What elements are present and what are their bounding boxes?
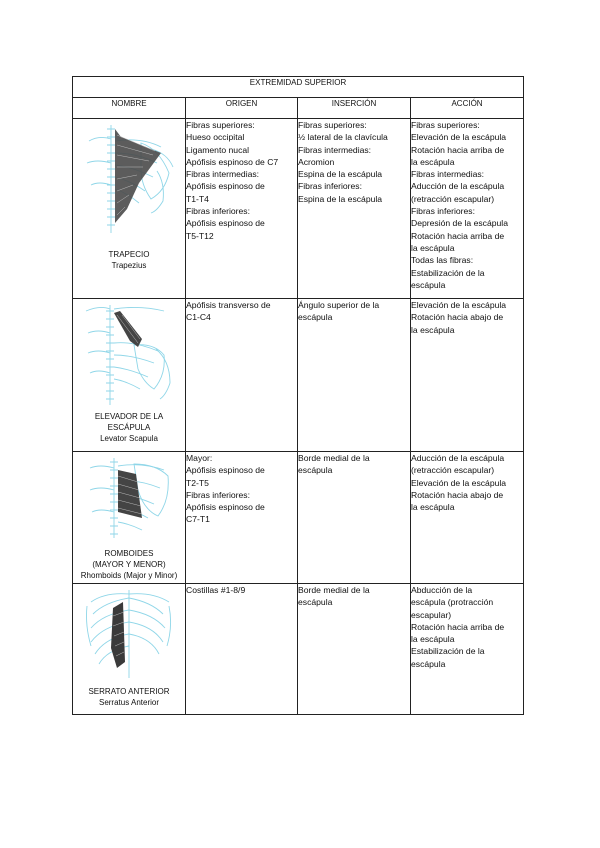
action-line: Rotación hacia abajo de xyxy=(411,312,504,323)
name-cell xyxy=(73,119,186,299)
insertion-line: escápula xyxy=(298,312,333,323)
origin-cell xyxy=(186,299,298,452)
insertion-line: Espina de la escápula xyxy=(298,193,383,204)
action-line: escápula xyxy=(411,658,446,669)
muscle-latin-name: Trapezius xyxy=(111,261,147,270)
action-line: escapular) xyxy=(411,609,452,620)
origin-line: Apófisis espinoso de xyxy=(186,465,265,476)
header-accion: ACCIÓN xyxy=(411,98,524,119)
origin-line: Costillas #1-8/9 xyxy=(186,585,246,595)
origin-cell xyxy=(186,119,298,299)
origin-line: Ligamento nucal xyxy=(186,144,250,155)
origin-line: Fibras intermedias: xyxy=(186,169,260,180)
header-origen: ORIGEN xyxy=(186,98,298,119)
action-line: Rotación hacia arriba de xyxy=(411,144,505,155)
action-line: Estabilización de la xyxy=(411,646,485,657)
action-cell xyxy=(411,584,524,715)
origin-cell xyxy=(186,584,298,715)
action-line: Fibras inferiores: xyxy=(411,206,475,217)
header-nombre: NOMBRE xyxy=(73,98,186,119)
action-line: Aducción de la escápula xyxy=(411,181,505,192)
insertion-cell xyxy=(298,299,411,452)
origin-line: Fibras inferiores: xyxy=(186,206,250,217)
action-line: la escápula xyxy=(411,156,455,167)
action-line: escápula (protracción xyxy=(411,597,494,608)
muscle-name: ROMBOIDES xyxy=(104,549,154,558)
header-insercion: INSERCIÓN xyxy=(298,98,411,119)
action-line: la escápula xyxy=(411,324,455,335)
insertion-line: Espina de la escápula xyxy=(298,169,383,180)
muscle-name: ELEVADOR DE LA xyxy=(94,412,164,421)
origin-line: Fibras superiores: xyxy=(186,120,255,130)
insertion-cell xyxy=(298,584,411,715)
insertion-line: Borde medial de la xyxy=(298,453,370,463)
insertion-line: Fibras superiores: xyxy=(298,120,367,130)
action-line: Rotación hacia abajo de xyxy=(411,489,504,500)
muscle-name: (MAYOR Y MENOR) xyxy=(92,560,166,569)
table-row xyxy=(73,584,524,715)
muscle-name: SERRATO ANTERIOR xyxy=(88,687,170,696)
origin-line: Mayor: xyxy=(186,453,213,463)
action-line: escápula xyxy=(411,279,446,290)
muscle-latin-name: Levator Scapula xyxy=(100,434,158,443)
table-row xyxy=(73,452,524,584)
action-line: Fibras intermedias: xyxy=(411,169,485,180)
origin-line: C1-C4 xyxy=(186,312,211,323)
table-row xyxy=(73,299,524,452)
insertion-line: Borde medial de la xyxy=(298,585,370,595)
action-line: (retracción escapular) xyxy=(411,193,495,204)
origin-line: Fibras inferiores: xyxy=(186,489,250,500)
action-line: Elevación de la escápula xyxy=(411,300,507,310)
action-line: Elevación de la escápula xyxy=(411,477,507,488)
muscle-latin-name: Serratus Anterior xyxy=(98,698,160,707)
insertion-line: escápula xyxy=(298,465,333,476)
action-line: Depresión de la escápula xyxy=(411,218,508,229)
name-cell xyxy=(73,584,186,715)
serratus-anterior-illustration xyxy=(83,588,175,680)
name-cell xyxy=(73,452,186,584)
insertion-cell xyxy=(298,452,411,584)
table-row xyxy=(73,119,524,299)
origin-line: Hueso occipital xyxy=(186,132,245,143)
action-line: la escápula xyxy=(411,634,455,645)
muscle-table xyxy=(72,76,524,715)
insertion-line: Ángulo superior de la xyxy=(298,300,380,310)
action-line: Elevación de la escápula xyxy=(411,132,507,143)
insertion-line: Fibras inferiores: xyxy=(298,181,362,192)
rhomboids-illustration xyxy=(84,456,174,540)
action-line: Aducción de la escápula xyxy=(411,453,505,463)
muscle-name: ESCÁPULA xyxy=(107,423,151,432)
insertion-line: Acromion xyxy=(298,156,335,167)
origin-line: Apófisis espinoso de C7 xyxy=(186,156,279,167)
muscle-latin-name: Rhomboids (Major y Minor) xyxy=(80,571,178,580)
trapezius-illustration xyxy=(81,123,177,235)
levator-scapula-illustration xyxy=(84,303,174,407)
action-line: Abducción de la xyxy=(411,585,473,595)
name-cell xyxy=(73,299,186,452)
insertion-line: escápula xyxy=(298,597,333,608)
action-cell xyxy=(411,299,524,452)
action-line: la escápula xyxy=(411,242,455,253)
origin-line: Apófisis espinoso de xyxy=(186,502,265,513)
table-title: EXTREMIDAD SUPERIOR xyxy=(73,77,524,98)
origin-line: T5-T12 xyxy=(186,230,214,241)
muscle-name: TRAPECIO xyxy=(108,250,150,259)
action-line: la escápula xyxy=(411,502,455,513)
origin-cell xyxy=(186,452,298,584)
action-line: Rotación hacia arriba de xyxy=(411,230,505,241)
insertion-line: ½ lateral de la clavícula xyxy=(298,132,388,143)
origin-line: T1-T4 xyxy=(186,193,209,204)
action-line: (retracción escapular) xyxy=(411,465,495,476)
origin-line: C7-T1 xyxy=(186,514,210,525)
action-line: Todas las fibras: xyxy=(411,255,474,266)
origin-line: Apófisis espinoso de xyxy=(186,181,265,192)
insertion-cell xyxy=(298,119,411,299)
insertion-line: Fibras intermedias: xyxy=(298,144,372,155)
origin-line: Apófisis espinoso de xyxy=(186,218,265,229)
action-line: Rotación hacia arriba de xyxy=(411,621,505,632)
action-cell xyxy=(411,452,524,584)
origin-line: Apófisis transverso de xyxy=(186,300,271,310)
origin-line: T2-T5 xyxy=(186,477,209,488)
action-line: Estabilización de la xyxy=(411,267,485,278)
action-cell xyxy=(411,119,524,299)
action-line: Fibras superiores: xyxy=(411,120,480,130)
